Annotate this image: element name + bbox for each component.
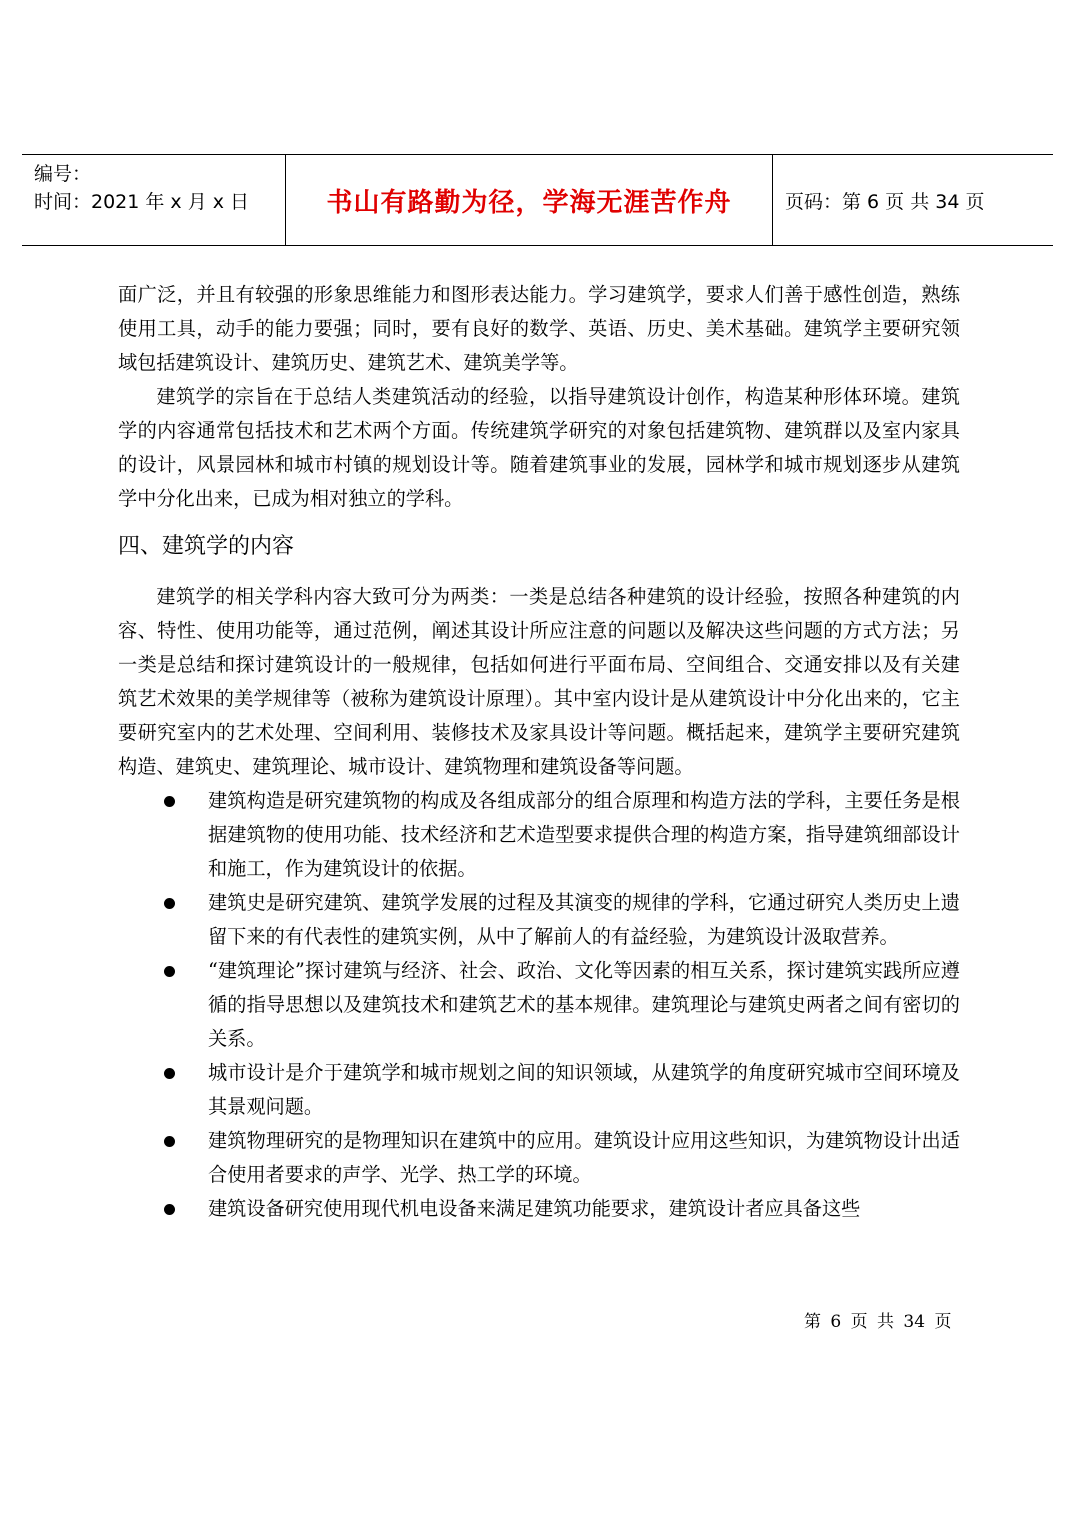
list-item <box>118 1124 960 1192</box>
list-item <box>118 784 960 886</box>
header-motto: 书山有路勤为径，学海无涯苦作舟 <box>326 187 732 218</box>
list-item <box>118 1056 960 1124</box>
list-item <box>118 954 960 1056</box>
topic-list <box>118 784 960 1226</box>
header-page-label: 页码：第 6 页 共 34 页 <box>785 190 985 213</box>
bullet-icon <box>164 1068 175 1079</box>
paragraph-3: 建筑学的相关学科内容大致可分为两类：一类是总结各种建筑的设计经验，按照各种建筑的内容、特性、使用功能等，通过范例，阐述其设计所应注意的问题以及解决这些问题的方式方法；另一类是总结和探讨建筑设计的一般规律，包括如何进行平面布局、空间组合、交通安排以及有关建筑艺术效果的美学规律等（被称为建筑设计原理）。其中室内设计是从建筑设计中分化出来的，它主要研究室内的艺术处理、空间利用、装修技术及家具设计等问题。概括起来，建筑学主要研究建筑构造、建筑史、建筑理论、城市设计、建筑物理和建筑设备等问题。 <box>118 585 960 778</box>
bullet-icon <box>164 898 175 909</box>
list-item-text: 建筑设备研究使用现代机电设备来满足建筑功能要求，建筑设计者应具备这些 <box>208 1197 861 1220</box>
list-item-text: 建筑史是研究建筑、建筑学发展的过程及其演变的规律的学科，它通过研究人类历史上遗留下来的有代表性的建筑实例，从中了解前人的有益经验，为建筑设计汲取营养。 <box>208 891 960 948</box>
document-time-label: 时间：2021 年 x 月 x 日 <box>34 191 250 213</box>
bullet-icon <box>164 1204 175 1215</box>
list-item-text: 城市设计是介于建筑学和城市规划之间的知识领域，从建筑学的角度研究城市空间环境及其景观问题。 <box>208 1061 960 1118</box>
page-footer: 第 6 页 共 34 页 <box>804 1312 952 1332</box>
header-page-cell <box>773 155 1053 245</box>
document-body <box>118 278 960 1226</box>
header-meta-cell <box>22 155 286 245</box>
document-header <box>22 154 1053 246</box>
document-number-label: 编号： <box>34 163 92 185</box>
bullet-icon <box>164 1136 175 1147</box>
list-item <box>118 886 960 954</box>
bullet-icon <box>164 966 175 977</box>
list-item-text: “建筑理论”探讨建筑与经济、社会、政治、文化等因素的相互关系，探讨建筑实践所应遵循的指导思想以及建筑技术和建筑艺术的基本规律。建筑理论与建筑史两者之间有密切的关系。 <box>208 959 960 1050</box>
paragraph-1: 面广泛，并且有较强的形象思维能力和图形表达能力。学习建筑学，要求人们善于感性创造，熟练使用工具，动手的能力要强；同时，要有良好的数学、英语、历史、美术基础。建筑学主要研究领域包括建筑设计、建筑历史、建筑艺术、建筑美学等。 <box>118 283 960 374</box>
section-heading: 四、建筑学的内容 <box>118 534 295 559</box>
bullet-icon <box>164 796 175 807</box>
paragraph-2: 建筑学的宗旨在于总结人类建筑活动的经验，以指导建筑设计创作，构造某种形体环境。建筑学的内容通常包括技术和艺术两个方面。传统建筑学研究的对象包括建筑物、建筑群以及室内家具的设计，风景园林和城市村镇的规划设计等。随着建筑事业的发展，园林学和城市规划逐步从建筑学中分化出来，已成为相对独立的学科。 <box>118 385 960 510</box>
list-item-text: 建筑构造是研究建筑物的构成及各组成部分的组合原理和构造方法的学科，主要任务是根据建筑物的使用功能、技术经济和艺术造型要求提供合理的构造方案，指导建筑细部设计和施工，作为建筑设计的依据。 <box>208 789 960 880</box>
header-motto-cell <box>286 155 773 245</box>
list-item <box>118 1192 960 1226</box>
list-item-text: 建筑物理研究的是物理知识在建筑中的应用。建筑设计应用这些知识，为建筑物设计出适合使用者要求的声学、光学、热工学的环境。 <box>208 1129 960 1186</box>
